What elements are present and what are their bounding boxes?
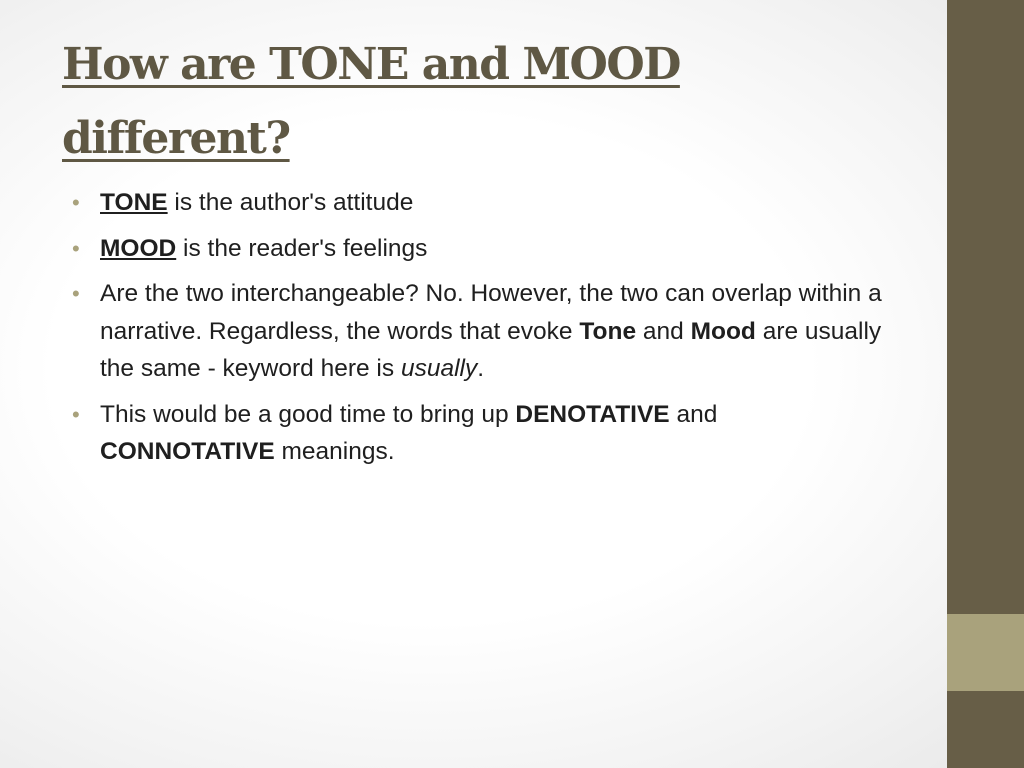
- slide-title: How are TONE and MOOD different?: [62, 39, 680, 164]
- bullet-item-tone: [72, 184, 892, 222]
- term-connotative: CONNOTATIVE: [100, 438, 275, 465]
- term-tone-bold: Tone: [579, 317, 637, 345]
- bullet-item-mood: [72, 230, 892, 268]
- bullet-text: are usually the same - keyword here is: [100, 317, 882, 382]
- bullet-text: Are the two interchangeable? No. However, the two can overlap within a narrative. Regardless, the words that evoke: [100, 280, 882, 345]
- bullet-text: .: [477, 355, 485, 382]
- bullet-dot-icon: •: [72, 235, 80, 261]
- bullet-text: is the author's attitude: [167, 189, 414, 216]
- term-mood: MOOD: [100, 234, 177, 262]
- emphasis-usually: usually: [400, 355, 478, 382]
- bullet-item-denotative: [72, 396, 892, 471]
- term-denotative: DENOTATIVE: [515, 400, 670, 428]
- bullet-text: and: [669, 400, 718, 428]
- bullet-list: [72, 184, 892, 479]
- term-tone: TONE: [100, 189, 168, 216]
- bullet-dot-icon: •: [72, 401, 80, 427]
- bullet-text: is the reader's feelings: [176, 234, 428, 262]
- bullet-text: and: [636, 317, 691, 345]
- sidebar-accent-block: [947, 614, 1024, 691]
- bullet-dot-icon: •: [72, 281, 80, 306]
- bullet-text: This would be a good time to bring up: [100, 400, 516, 428]
- term-mood-bold: Mood: [690, 317, 756, 345]
- bullet-item-interchangeable: [72, 275, 892, 388]
- bullet-text: meanings.: [274, 438, 395, 465]
- bullet-dot-icon: •: [72, 190, 80, 215]
